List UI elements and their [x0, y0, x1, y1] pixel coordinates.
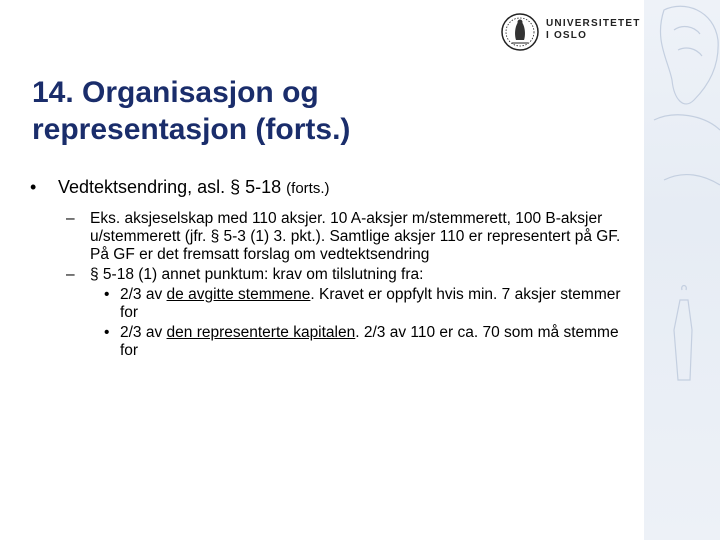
slide-title-line2: representasjon (forts.) [32, 113, 351, 146]
bullet-suffix: (forts.) [286, 180, 330, 197]
university-name-line2: I OSLO [546, 30, 588, 41]
item-text-pre: 2/3 av [120, 286, 167, 303]
dash-icon: – [66, 266, 75, 283]
bullet-text: Vedtektsendring, asl. § 5-18 [58, 177, 287, 197]
bullet-dot-icon: • [104, 286, 110, 303]
item-text-pre: 2/3 av [120, 324, 167, 341]
sub-bullet-requirement [30, 266, 640, 284]
item-text-underlined: de avgitte stemmene [166, 286, 311, 303]
slide-title [32, 74, 632, 148]
bullet-dot-icon: • [104, 324, 110, 341]
sub-bullet-text: § 5-18 (1) annet punktum: krav om tilslutning fra: [90, 266, 424, 283]
sub-bullet-text: Eks. aksjeselskap med 110 aksjer. 10 A-aksjer m/stemmerett, 100 B-aksjer u/stemmerett (jfr. § 5-3 (1) 3. pkt.). Samtlige aksjer 110 er representert på GF. På GF er det fremsatt forslag om vedtektsendring [90, 210, 621, 263]
slide-title-line1: 14. Organisasjon og [32, 76, 319, 109]
statue-silhouette-icon [644, 0, 720, 540]
dash-icon: – [66, 210, 75, 227]
slide-content [30, 176, 640, 362]
bullet-vedtektsendring [30, 176, 640, 200]
university-name [546, 18, 641, 42]
university-seal-icon [500, 10, 540, 54]
item-text-underlined: den representerte kapitalen [166, 324, 356, 341]
bullet-dot-icon: • [30, 177, 37, 197]
item-avgitte-stemmer [30, 286, 640, 322]
item-text-post: . Kravet er oppfylt hvis min. 7 aksjer stemmer for [120, 286, 621, 321]
sub-bullet-example [30, 210, 640, 264]
decorative-side-band [644, 0, 720, 540]
university-name-line1: UNIVERSITETET [546, 18, 641, 29]
item-text-post: . 2/3 av 110 er ca. 70 som må stemme for [120, 324, 619, 359]
item-representerte-kapital [30, 324, 640, 360]
